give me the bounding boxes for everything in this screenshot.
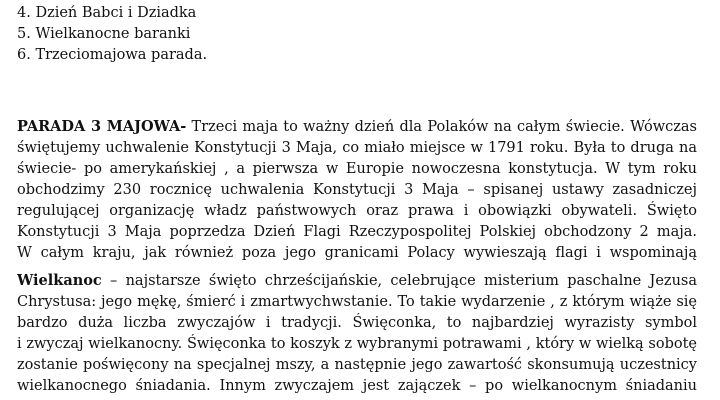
paragraph-line: Konstytucji 3 Maja poprzedza Dzień Flagi Rzeczypospolitej Polskiej obchodzony 2 maja. — [17, 224, 697, 240]
paragraph-line: i zwyczaj wielkanocny. Święconka to koszyk z wybranymi potrawami , który w wielką sobotę — [17, 336, 697, 352]
paragraph-line: wielkanocnego śniadania. Innym zwyczajem jest zajączek – po wielkanocnym śniadaniu — [17, 378, 697, 394]
paragraph-line: świętujemy uchwalenie Konstytucji 3 Maja, co miało miejsce w 1791 roku. Była to druga na — [17, 140, 697, 156]
list-item: 4. Dzień Babci i Dziadka — [17, 5, 197, 21]
paragraph-line — [17, 116, 697, 138]
paragraph-line: bardzo duża liczba zwyczajów i tradycji. Święconka, to najbardziej wyrazisty symbol — [17, 315, 697, 331]
paragraph-wielkanoc — [17, 270, 697, 397]
paragraph-line: regulującej organizację władz państwowych oraz prawa i obowiązki obywateli. Święto — [17, 203, 697, 219]
paragraph-line: Chrystusa: jego mękę, śmierć i zmartwychwstanie. To takie wydarzenie , z którym wiąże się — [17, 294, 697, 310]
paragraph-line — [17, 270, 697, 292]
paragraph-text: – najstarsze święto chrześcijańskie, celebrujące misterium paschalne Jezusa — [101, 273, 697, 289]
paragraph-parada — [17, 116, 697, 264]
section-heading-wielkanoc: Wielkanoc — [17, 272, 102, 289]
section-heading-parada: PARADA 3 MAJOWA- — [17, 118, 187, 135]
paragraph-line: obchodzimy 230 rocznicę uchwalenia Konstytucji 3 Maja – spisanej ustawy zasadniczej — [17, 182, 697, 198]
paragraph-line: W całym kraju, jak również poza jego granicami Polacy wywieszają flagi i wspominają — [17, 245, 697, 261]
paragraph-line: świecie- po amerykańskiej , a pierwsza w Europie nowoczesna konstytucja. W tym roku — [17, 161, 697, 177]
paragraph-line: zostanie poświęcony na specjalnej mszy, a następnie jego zawartość skonsumują uczestnicy — [17, 357, 697, 373]
numbered-list — [17, 3, 207, 66]
list-item: 6. Trzeciomajowa parada. — [17, 47, 208, 63]
paragraph-text: Trzeci maja to ważny dzień dla Polaków na całym świecie. Wówczas — [186, 119, 697, 135]
list-item: 5. Wielkanocne baranki — [17, 26, 191, 42]
